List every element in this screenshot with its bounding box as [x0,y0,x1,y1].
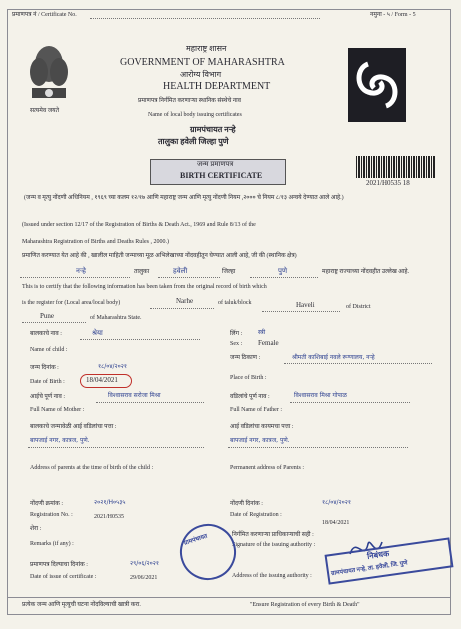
sex-label-en: Sex : [230,341,243,347]
dob-value-en: 18/04/2021 [86,376,118,384]
state-marathi: महाराष्ट्र राज्याच्या नोंदवहीत उल्लेख आहे. [322,269,410,275]
address-birth-label-en: Address of parents at the time of birth of the child : [30,465,154,471]
form-number: नमुना - ५ / Form - 5 [370,12,416,18]
national-emblem [24,44,74,114]
mother-label-mr: आईचे पूर्ण नाव : [30,394,66,400]
local-area-value: Narhe [176,297,194,305]
father-name-value: विश्वासराव मिश्रा गोपाळ [294,392,347,399]
address-birth-line [28,447,204,448]
issue-date-value-mr: २९/०६/२०२१ [130,560,160,567]
register-label: is the register for (Local area/local body) [22,300,121,306]
pob-line [284,363,432,364]
district-line [250,277,318,278]
dob-label-en: Date of Birth : [30,379,65,385]
reg-no-label-mr: नोंदणी क्रमांक : [30,501,63,507]
taluk-value-en: Haveli [296,301,315,309]
authority-label-mr: निर्गमित करणाऱ्या प्राधिकाऱ्याची सही : [232,532,314,538]
child-name-value: श्रेया [92,329,103,337]
footer-english: "Ensure Registration of every Birth & Death" [250,602,360,608]
reg-date-label-en: Date of Registration : [230,512,282,518]
footer-marathi: प्रत्येक जन्म आणि मृत्युची घटना नोंदविल्याची खात्री करा. [22,602,141,608]
round-stamp-text: ग्रामपंचायत [183,533,209,547]
reg-date-value-en: 18/04/2021 [322,520,350,526]
district-line-en [22,322,86,323]
village-line [20,277,130,278]
child-name-label-en: Name of child : [30,347,68,353]
address-perm-label-mr: आई वडिलांचा कायमचा पत्ता : [230,424,294,430]
remarks-label-mr: शेरा : [30,526,42,532]
dept-marathi: आरोग्य विभाग [180,70,222,79]
state-english: of Maharashtra State. [90,315,142,321]
reg-no-value-en: 2021/H0535 [94,514,124,520]
taluka-line [158,277,220,278]
pob-label-mr: जन्म ठिकाण : [230,355,261,361]
local-area-line [150,308,214,309]
certificate-no-line [90,18,320,19]
village-value: नऱ्हे [76,267,86,275]
registrar-stamp-text: ग्रामपंचायत नऱ्हे, ता. हवेली, जि. पुणे [330,560,409,578]
gov-english: GOVERNMENT OF MAHARASHTRA [120,57,285,68]
preamble-english-2: Maharashtra Registration of Births and Deaths Rules , 2000.) [22,239,169,245]
issue-date-value-en: 29/06/2021 [130,575,158,581]
mother-label-en: Full Name of Mother : [30,407,85,413]
reg-no-label-en: Registration No. : [30,512,73,518]
sex-value-en: Female [258,339,279,347]
address-perm-label-en: Permanent address of Parents : [230,465,304,471]
dob-label-mr: जन्म दिनांक : [30,365,59,371]
certify-english: This is to certify that the following information has been taken from the original record of birth which [22,284,267,290]
emblem-caption: सत्यमेव जयते [30,108,60,114]
district-label-en: of District [346,304,371,310]
pob-value: श्रीमती काशिबाई नवले रूग्णालय, नऱ्हे [292,354,375,361]
footer-divider [7,597,451,598]
remarks-label-en: Remarks (if any) : [30,541,74,547]
authority-address-label: Address of the issuing authority : [232,573,312,579]
address-perm-line [228,447,408,448]
father-line [290,402,410,403]
mother-line [96,402,204,403]
taluka-value-mr: हवेली [173,267,188,275]
issue-date-label-mr: प्रमाणपत्र दिल्याचा दिनांक : [30,562,88,568]
issuing-body-english: Name of local body issuing certificates [148,112,242,118]
local-body-line1: ग्रामपंचायत नऱ्हे [190,125,236,134]
sex-value-mr: स्त्री [258,329,266,336]
health-dept-logo [348,48,406,122]
certify-marathi: प्रमाणित करण्यात येत आहे की , खालील माहिती जन्माच्या मूळ अभिलेखाच्या नोंदवहीतून घेण्यात आली आहे, जी की (स्थानिक क्षेत्र) [22,253,297,259]
gov-marathi: महाराष्ट्र शासन [186,44,227,53]
local-body-line2: तालुका हवेली जिल्हा पुणे [158,137,229,146]
child-name-line [80,339,200,340]
dept-english: HEALTH DEPARTMENT [163,81,271,92]
taluk-label-en: of taluk/block [218,300,252,306]
preamble-marathi: (जन्म व मृत्यु नोंदणी अधिनियम , १९६९ च्या कलम १२/१७ आणि महाराष्ट्र जन्म आणि मृत्यु नोंदणी नियम ,२००० चे नियम ८/१३ अन्वये देण्यात आले आहे.) [24,195,344,201]
pob-label-en: Place of Birth : [230,375,267,381]
authority-label-en: Signature of the issuing authority : [232,542,316,548]
dob-value-mr: १८/०४/२०२१ [98,363,128,370]
address-birth-value: बापजाई नगर, कात्रज, पुणे. [30,437,90,444]
reg-date-label-mr: नोंदणी दिनांक : [230,501,263,507]
barcode-number: 2021/H0535 18 [366,179,410,187]
taluka-label-mr: तालुका [134,269,150,275]
address-perm-value: बापजाई नगर, कात्रज, पुणे. [230,437,290,444]
address-birth-label-mr: बालकाचे जन्मावेळी आई वडिलांचा पत्ता : [30,424,117,430]
child-name-label-mr: बालकाचे नाव : [30,331,62,337]
district-value-mr: पुणे [278,267,288,275]
mother-name-value: विश्वासराव सरोजा मिश्रा [108,392,161,399]
father-label-en: Full Name of Father : [230,407,282,413]
title-marathi: जन्म प्रमाणपत्र [197,160,234,168]
title-english: BIRTH CERTIFICATE [180,171,263,180]
district-value-en: Pune [40,312,54,320]
sex-label-mr: लिंग : [230,331,243,337]
preamble-english-1: (Issued under section 12/17 of the Registration of Births & Death Act., 1969 and Rule 8/13 of the [22,222,256,228]
district-label-mr: जिल्हा [222,269,236,275]
issue-date-label-en: Date of issue of certificate : [30,574,97,580]
father-label-mr: वडिलांचे पूर्ण नाव : [230,394,270,400]
registrar-stamp-title: निबंधक [366,548,390,561]
reg-no-value-mr: २०२१/H०५३५ [94,499,126,506]
reg-date-value-mr: १८/०४/२०२१ [322,499,352,506]
certificate-no-label: प्रमाणपत्र नं / Certificate No. [12,12,77,18]
barcode [356,156,436,178]
issuing-body-marathi: प्रमाणपत्र निर्गमित करणाऱ्या स्थानिक संस्थेचे नाव [138,98,242,104]
taluk-line [262,311,340,312]
